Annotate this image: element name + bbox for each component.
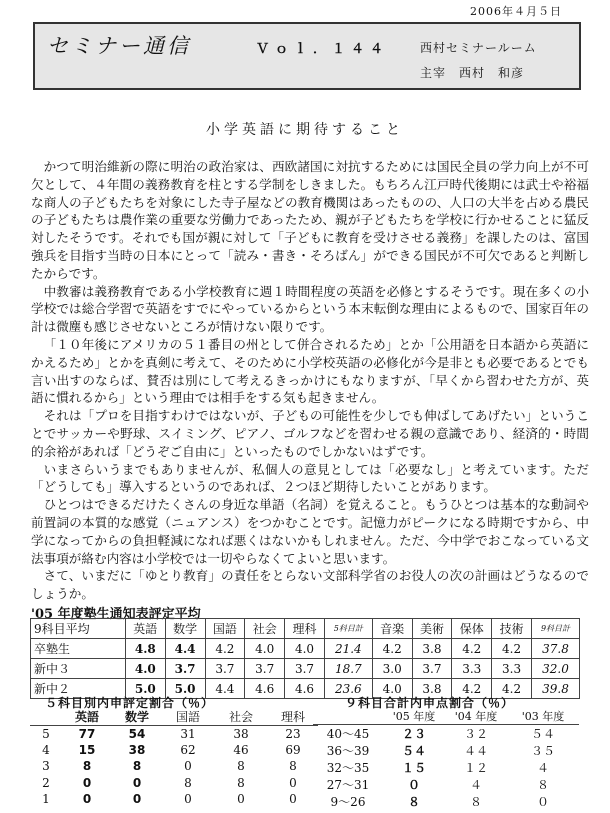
table-cell: 4.8 bbox=[125, 639, 165, 659]
header-cell: 9科目計 bbox=[531, 619, 579, 639]
table-cell: 3.7 bbox=[245, 659, 285, 679]
table-cell: 4.0 bbox=[125, 659, 165, 679]
table-cell: 4.6 bbox=[245, 679, 285, 699]
table-cell: 0 bbox=[132, 775, 142, 790]
table-cell: 4.6 bbox=[285, 679, 325, 699]
grades-table-title: '05 年度塾生通知表評定平均 bbox=[31, 607, 201, 622]
row-label: 36～39 bbox=[326, 744, 370, 759]
header-cell: '05 年度 bbox=[383, 708, 445, 725]
table-cell: 0 bbox=[184, 791, 192, 806]
table-cell: ３２ bbox=[463, 727, 488, 742]
row-label: 新中２ bbox=[31, 679, 126, 699]
article-body bbox=[31, 158, 589, 603]
table-cell: ２３ bbox=[401, 727, 426, 742]
row-label: 32～35 bbox=[326, 761, 370, 776]
header-cell: 国語 bbox=[162, 708, 214, 726]
table-cell: 3.7 bbox=[285, 659, 325, 679]
table-row bbox=[313, 742, 579, 759]
table-row bbox=[313, 793, 579, 810]
table-cell: 4.2 bbox=[372, 639, 412, 659]
table-cell: 37.8 bbox=[531, 639, 579, 659]
subject-ratio-title: ５科目別内申評定割合（％） bbox=[45, 696, 215, 710]
row-label: 4 bbox=[42, 743, 50, 758]
table-cell: 4.2 bbox=[452, 639, 492, 659]
table-cell: ０ bbox=[407, 778, 420, 793]
table-cell: 4.0 bbox=[372, 679, 412, 699]
table-cell: 3.7 bbox=[205, 659, 245, 679]
paragraph: それは「プロを目指すわけではないが、子どもの可能性を少しでも伸ばしてあげたい」ということでサッカーや野球、スイミング、ピアノ、ゴルフなどを習わせる親の意識であり、経済的・時間的余裕があれば「どうぞご自由に」といったものでしかないはずです。 bbox=[31, 408, 589, 459]
header-cell bbox=[313, 708, 383, 725]
total-ratio-title: ９科目合計内申点割合（％） bbox=[345, 696, 515, 710]
table-cell: ５４ bbox=[401, 744, 426, 759]
header-cell: '03 年度 bbox=[507, 708, 579, 725]
table-cell: 4.0 bbox=[245, 639, 285, 659]
table-row bbox=[31, 659, 580, 679]
table-cell: 23 bbox=[285, 727, 301, 742]
header-cell bbox=[30, 708, 62, 726]
table-cell: 4.2 bbox=[452, 679, 492, 699]
table-cell: 31 bbox=[180, 727, 196, 742]
table-cell: 0 bbox=[82, 791, 92, 806]
paragraph: 中教審は義務教育である小学校教育に週１時間程度の英語を必修とするそうです。現在多くの小学校では総合学習で英語をすでにやっているからという本末転倒な理由によるもので、国家百年の計は微塵も感じさせないところが情けない限りです。 bbox=[31, 283, 589, 335]
header-cell: 数学 bbox=[112, 708, 162, 726]
volume-number: Ｖｏｌ．１４４ bbox=[256, 42, 390, 57]
table-row bbox=[30, 758, 318, 774]
table-cell: 4.2 bbox=[492, 679, 532, 699]
table-cell: １２ bbox=[463, 761, 488, 776]
table-cell: ８ bbox=[536, 778, 549, 793]
header-cell: 保体 bbox=[452, 619, 492, 639]
header-cell: 理科 bbox=[268, 708, 318, 726]
header-cell: 社会 bbox=[214, 708, 268, 726]
table-cell: 38 bbox=[128, 743, 146, 758]
newsletter-title: セミナー通信 bbox=[47, 34, 191, 58]
paragraph: かつて明治維新の際に明治の政治家は、西欧諸国に対抗するためには国民全員の学力向上が不可欠として、４年間の義務教育を柱とする学制をしきました。もちろん江戸時代後期には武士や裕福な商人の子どもたちを対象にした寺子屋などの教育機関はあったものの、人口の大半を占める農民の子どもたちは農作業の重要な労働力であったため、親が子どもたちを学校に行かせることに猛反対したそうです。それでも国が親に対して「子どもに教育を受けさせる義務」を課したのは、富国強兵を目指す当時の日本にとって「読み・書き・そろばん」ができる国民が不可欠であると判断したからです。 bbox=[31, 159, 589, 281]
row-label: 1 bbox=[42, 791, 50, 806]
header-cell: 音楽 bbox=[372, 619, 412, 639]
table-row bbox=[313, 759, 579, 776]
table-cell: 5.0 bbox=[165, 679, 205, 699]
table-row bbox=[31, 639, 580, 659]
subject-ratio-table bbox=[30, 708, 318, 807]
table-cell: 8 bbox=[184, 775, 192, 790]
table-cell: 3.8 bbox=[412, 639, 452, 659]
table-row bbox=[30, 742, 318, 758]
table-header-row bbox=[313, 708, 579, 725]
paragraph: 「１０年後にアメリカの５１番目の州として併合されるため」とか「公用語を日本語から英語にかえるため」とかを真剣に考えて、そのために小学校英語の必修化が今是非とも必要であるとでも言い出すのならば、賛否は別にして考えるきっかけにもなりますが、「早くから習わせた方が、英語に慣れるから」という理由では相手をする気も起きません。 bbox=[31, 336, 589, 406]
table-cell: 3.7 bbox=[412, 659, 452, 679]
row-label: 9～26 bbox=[330, 795, 366, 810]
table-cell: １５ bbox=[401, 761, 426, 776]
table-row bbox=[30, 791, 318, 807]
table-cell: ４ bbox=[536, 761, 549, 776]
grades-table bbox=[30, 618, 580, 699]
header-cell: 社会 bbox=[245, 619, 285, 639]
table-cell: 8 bbox=[132, 759, 142, 774]
table-cell: ０ bbox=[536, 795, 549, 810]
table-cell: 5.0 bbox=[125, 679, 165, 699]
table-row bbox=[30, 775, 318, 791]
table-cell: 23.6 bbox=[324, 679, 372, 699]
table-cell: 8 bbox=[289, 759, 297, 774]
row-label: 27～31 bbox=[326, 778, 370, 793]
paragraph: ひとつはできるだけたくさんの身近な単語（名詞）を覚えること。もうひとつは基本的な動詞や前置詞の本質的な感覚（ニュアンス）をつかむことです。記憶力がピークになる時期ですから、中学になってからの負担軽減になれば悪くはないかもしれません。ただ、今中学でおこなっている文法事項が絡む内容は小学校では一切やらなくてよいと思います。 bbox=[31, 497, 589, 566]
table-cell: 39.8 bbox=[531, 679, 579, 699]
table-cell: 54 bbox=[128, 727, 146, 742]
table-cell: 3.3 bbox=[492, 659, 532, 679]
header-cell: 5科目計 bbox=[324, 619, 372, 639]
table-cell: 3.8 bbox=[412, 679, 452, 699]
table-cell: 3.3 bbox=[452, 659, 492, 679]
table-header-row bbox=[30, 708, 318, 726]
header-cell: 9科目平均 bbox=[31, 619, 126, 639]
table-cell: 46 bbox=[233, 743, 249, 758]
table-cell: 15 bbox=[78, 743, 96, 758]
table-cell: ４４ bbox=[463, 744, 488, 759]
editor-name: 主宰 西村 和彦 bbox=[420, 66, 525, 80]
table-cell: 21.4 bbox=[324, 639, 372, 659]
article-title: 小学英語に期待すること bbox=[206, 122, 404, 138]
table-row bbox=[313, 725, 579, 743]
table-cell: 69 bbox=[285, 743, 301, 758]
table-cell: 32.0 bbox=[531, 659, 579, 679]
table-cell: 62 bbox=[180, 743, 196, 758]
table-cell: 8 bbox=[237, 759, 245, 774]
row-label: 5 bbox=[42, 727, 50, 742]
table-cell: ８ bbox=[469, 795, 482, 810]
issue-date: 2006年４月５日 bbox=[470, 5, 562, 18]
table-header-row bbox=[31, 619, 580, 639]
total-ratio-table bbox=[313, 708, 579, 810]
table-cell: 4.2 bbox=[492, 639, 532, 659]
header-cell: 美術 bbox=[412, 619, 452, 639]
header-cell: 英語 bbox=[62, 708, 112, 726]
header-cell: 数学 bbox=[165, 619, 205, 639]
header-cell: 英語 bbox=[125, 619, 165, 639]
header-cell: 技術 bbox=[492, 619, 532, 639]
row-label: 2 bbox=[42, 775, 50, 790]
table-row bbox=[313, 776, 579, 793]
paragraph: いまさらいうまでもありませんが、私個人の意見としては「必要なし」と考えています。ただ「どうしても」導入するというのであれば、２つほど期待したいことがあります。 bbox=[31, 461, 589, 495]
header-cell: '04 年度 bbox=[445, 708, 507, 725]
table-cell: 38 bbox=[233, 727, 249, 742]
organization-name: 西村セミナールーム bbox=[420, 41, 537, 55]
table-cell: 4.4 bbox=[205, 679, 245, 699]
table-cell: 4.0 bbox=[285, 639, 325, 659]
table-cell: 0 bbox=[184, 759, 192, 774]
paragraph: さて、いまだに「ゆとり教育」の責任をとらない文部科学省のお役人の次の計画はどうなるのでしょうか。 bbox=[31, 568, 589, 602]
table-cell: 8 bbox=[237, 775, 245, 790]
header-cell: 国語 bbox=[205, 619, 245, 639]
row-label: 卒塾生 bbox=[31, 639, 126, 659]
table-cell: 18.7 bbox=[324, 659, 372, 679]
table-cell: 0 bbox=[289, 791, 297, 806]
table-cell: 3.0 bbox=[372, 659, 412, 679]
row-label: 40～45 bbox=[326, 727, 370, 742]
table-cell: 0 bbox=[82, 775, 92, 790]
table-cell: 3.7 bbox=[165, 659, 205, 679]
newsletter-header bbox=[33, 22, 581, 90]
table-cell: 4.4 bbox=[165, 639, 205, 659]
table-cell: 8 bbox=[82, 759, 92, 774]
table-cell: ８ bbox=[407, 795, 420, 810]
header-cell: 理科 bbox=[285, 619, 325, 639]
table-row bbox=[30, 726, 318, 743]
table-cell: 0 bbox=[289, 775, 297, 790]
table-cell: ５４ bbox=[530, 727, 555, 742]
table-cell: 77 bbox=[78, 727, 96, 742]
table-cell: 4.2 bbox=[205, 639, 245, 659]
table-cell: 0 bbox=[132, 791, 142, 806]
table-cell: ４ bbox=[469, 778, 482, 793]
row-label: 新中３ bbox=[31, 659, 126, 679]
table-cell: ３５ bbox=[530, 744, 555, 759]
row-label: 3 bbox=[42, 759, 50, 774]
table-cell: 0 bbox=[237, 791, 245, 806]
